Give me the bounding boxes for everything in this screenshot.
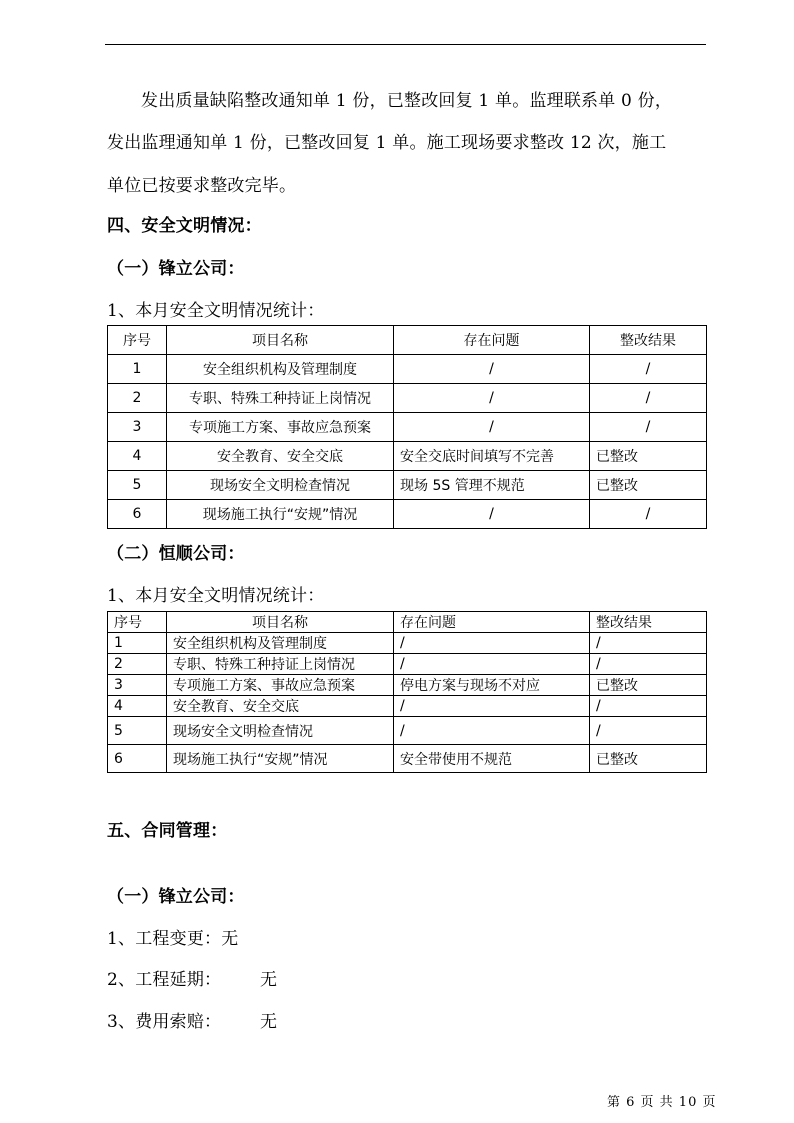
header-cell: 项目名称	[167, 326, 394, 355]
table-cell: 专项施工方案、事故应急预案	[167, 675, 394, 696]
table-cell: /	[590, 717, 707, 745]
safety-table-hengshun	[107, 611, 707, 773]
table-row	[108, 500, 707, 529]
table-header-row	[108, 326, 707, 355]
table-row	[108, 654, 707, 675]
table-cell: 专职、特殊工种持证上岗情况	[167, 654, 394, 675]
page-number: 第 6 页 共 10 页	[607, 1095, 717, 1110]
table-cell: /	[394, 696, 590, 717]
table-cell: 安全组织机构及管理制度	[167, 633, 394, 654]
table-cell: 安全教育、安全交底	[167, 696, 394, 717]
header-cell: 序号	[108, 326, 167, 355]
table-cell: /	[394, 654, 590, 675]
table-cell: 现场施工执行“安规”情况	[167, 745, 394, 773]
table-row	[108, 442, 707, 471]
table-cell: /	[394, 384, 590, 413]
table-cell: 现场安全文明检查情况	[167, 471, 394, 500]
table-cell: 停电方案与现场不对应	[394, 675, 590, 696]
stat-heading-2: 1、本月安全文明情况统计：	[107, 586, 325, 606]
contract-item-claim-label: 3、费用索赔：	[107, 1012, 222, 1032]
table-cell: 安全交底时间填写不完善	[394, 442, 590, 471]
table-cell: /	[394, 413, 590, 442]
header-cell: 整改结果	[590, 326, 707, 355]
table-row	[108, 384, 707, 413]
table-row	[108, 355, 707, 384]
table-cell: 6	[108, 745, 167, 773]
contract-item-change: 1、工程变更：无	[107, 929, 239, 949]
table-row	[108, 413, 707, 442]
header-cell: 项目名称	[167, 612, 394, 633]
contract-item-delay-label: 2、工程延期：	[107, 970, 222, 990]
subsection-fengli-heading: （一）锋立公司：	[107, 259, 245, 279]
contract-item-claim-value: 无	[260, 1012, 278, 1032]
contract-fengli-heading: （一）锋立公司：	[107, 887, 245, 907]
table-cell: 现场施工执行“安规”情况	[167, 500, 394, 529]
table-row	[108, 675, 707, 696]
table-cell: 2	[108, 384, 167, 413]
table-cell: /	[394, 500, 590, 529]
header-rule	[105, 44, 706, 45]
subsection-hengshun-heading: （二）恒顺公司：	[107, 544, 245, 564]
paragraph-line-1: 发出质量缺陷整改通知单 1 份，已整改回复 1 单。监理联系单 0 份，	[141, 91, 673, 111]
table-cell: 现场安全文明检查情况	[167, 717, 394, 745]
table-cell: /	[590, 696, 707, 717]
table-cell: 专项施工方案、事故应急预案	[167, 413, 394, 442]
table-cell: 5	[108, 717, 167, 745]
paragraph-line-2: 发出监理通知单 1 份，已整改回复 1 单。施工现场要求整改 12 次，施工	[107, 133, 667, 153]
table-cell: /	[590, 633, 707, 654]
table-cell: /	[394, 355, 590, 384]
table-cell: /	[590, 500, 707, 529]
table-cell: 现场 5S 管理不规范	[394, 471, 590, 500]
stat-heading-1: 1、本月安全文明情况统计：	[107, 301, 325, 321]
table-row	[108, 745, 707, 773]
table-cell: /	[590, 384, 707, 413]
table-cell: 6	[108, 500, 167, 529]
table-cell: 1	[108, 355, 167, 384]
table-cell: /	[590, 654, 707, 675]
paragraph-line-3: 单位已按要求整改完毕。	[107, 176, 297, 196]
table-row	[108, 696, 707, 717]
table-cell: 3	[108, 675, 167, 696]
table-cell: /	[590, 413, 707, 442]
table-row	[108, 717, 707, 745]
table-cell: 5	[108, 471, 167, 500]
section-4-heading: 四、安全文明情况：	[107, 216, 262, 236]
table-row	[108, 471, 707, 500]
table-cell: 已整改	[590, 442, 707, 471]
header-cell: 序号	[108, 612, 167, 633]
header-cell: 存在问题	[394, 612, 590, 633]
table-cell: 安全带使用不规范	[394, 745, 590, 773]
header-cell: 整改结果	[590, 612, 707, 633]
table-cell: 已整改	[590, 675, 707, 696]
table-header-row	[108, 612, 707, 633]
table-cell: 安全组织机构及管理制度	[167, 355, 394, 384]
table-row	[108, 633, 707, 654]
header-cell: 存在问题	[394, 326, 590, 355]
table-cell: 已整改	[590, 745, 707, 773]
contract-item-delay-value: 无	[260, 970, 278, 990]
table-cell: 3	[108, 413, 167, 442]
table-cell: /	[394, 633, 590, 654]
section-5-heading: 五、合同管理：	[107, 821, 228, 841]
safety-table-fengli	[107, 325, 707, 529]
table-cell: 已整改	[590, 471, 707, 500]
table-cell: 4	[108, 442, 167, 471]
table-cell: 专职、特殊工种持证上岗情况	[167, 384, 394, 413]
table-cell: /	[394, 717, 590, 745]
table-cell: 1	[108, 633, 167, 654]
table-cell: 4	[108, 696, 167, 717]
table-cell: 2	[108, 654, 167, 675]
table-cell: 安全教育、安全交底	[167, 442, 394, 471]
table-cell: /	[590, 355, 707, 384]
